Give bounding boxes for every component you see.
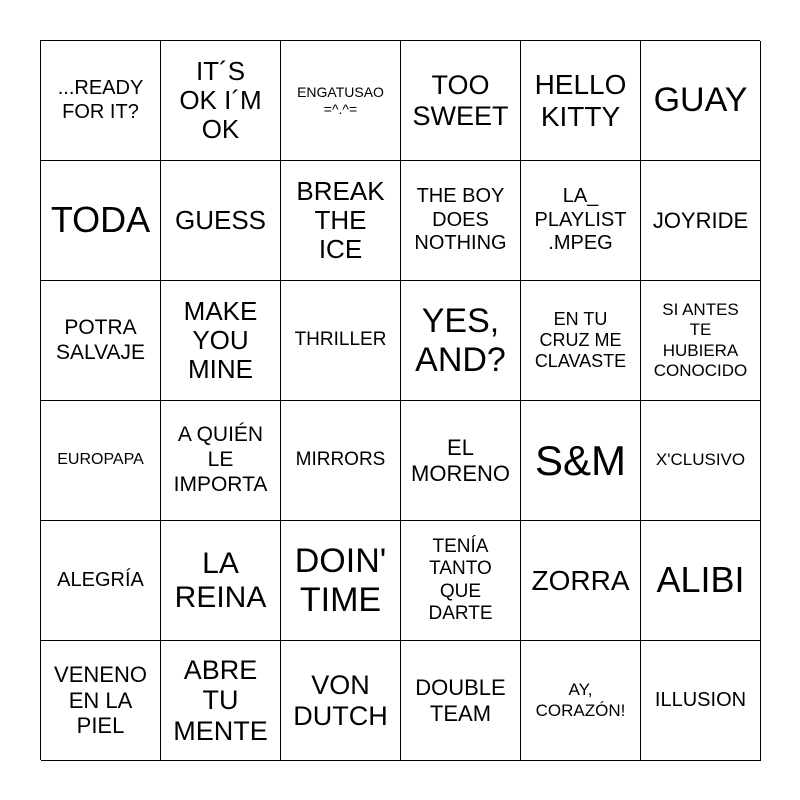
bingo-cell[interactable]: TOO SWEET	[401, 41, 521, 161]
bingo-cell[interactable]: JOYRIDE	[641, 161, 761, 281]
bingo-cell[interactable]: VON DUTCH	[281, 641, 401, 761]
bingo-cell[interactable]: YES, AND?	[401, 281, 521, 401]
bingo-cell[interactable]: THRILLER	[281, 281, 401, 401]
bingo-cell[interactable]: GUESS	[161, 161, 281, 281]
bingo-cell[interactable]: IT´S OK I´M OK	[161, 41, 281, 161]
bingo-cell[interactable]: ENGATUSAO =^.^=	[281, 41, 401, 161]
bingo-cell[interactable]: LA_ PLAYLIST .MPEG	[521, 161, 641, 281]
bingo-cell[interactable]: MAKE YOU MINE	[161, 281, 281, 401]
bingo-cell[interactable]: BREAK THE ICE	[281, 161, 401, 281]
bingo-cell[interactable]: AY, CORAZÓN!	[521, 641, 641, 761]
bingo-cell[interactable]: EL MORENO	[401, 401, 521, 521]
bingo-cell[interactable]: POTRA SALVAJE	[41, 281, 161, 401]
bingo-cell[interactable]: DOUBLE TEAM	[401, 641, 521, 761]
bingo-cell[interactable]: ILLUSION	[641, 641, 761, 761]
bingo-board	[40, 40, 760, 760]
bingo-cell[interactable]: EN TU CRUZ ME CLAVASTE	[521, 281, 641, 401]
bingo-cell[interactable]: SI ANTES TE HUBIERA CONOCIDO	[641, 281, 761, 401]
bingo-cell[interactable]: MIRRORS	[281, 401, 401, 521]
bingo-cell[interactable]: TODA	[41, 161, 161, 281]
bingo-cell[interactable]: ...READY FOR IT?	[41, 41, 161, 161]
bingo-cell[interactable]: VENENO EN LA PIEL	[41, 641, 161, 761]
bingo-cell[interactable]: ZORRA	[521, 521, 641, 641]
bingo-cell[interactable]: THE BOY DOES NOTHING	[401, 161, 521, 281]
bingo-cell[interactable]: GUAY	[641, 41, 761, 161]
bingo-cell[interactable]: EUROPAPA	[41, 401, 161, 521]
bingo-cell[interactable]: S&M	[521, 401, 641, 521]
bingo-cell[interactable]: X'CLUSIVO	[641, 401, 761, 521]
bingo-cell[interactable]: TENÍA TANTO QUE DARTE	[401, 521, 521, 641]
bingo-cell[interactable]: HELLO KITTY	[521, 41, 641, 161]
bingo-cell[interactable]: A QUIÉN LE IMPORTA	[161, 401, 281, 521]
bingo-cell[interactable]: ABRE TU MENTE	[161, 641, 281, 761]
bingo-cell[interactable]: LA REINA	[161, 521, 281, 641]
bingo-cell[interactable]: DOIN' TIME	[281, 521, 401, 641]
bingo-cell[interactable]: ALIBI	[641, 521, 761, 641]
bingo-cell[interactable]: ALEGRÍA	[41, 521, 161, 641]
